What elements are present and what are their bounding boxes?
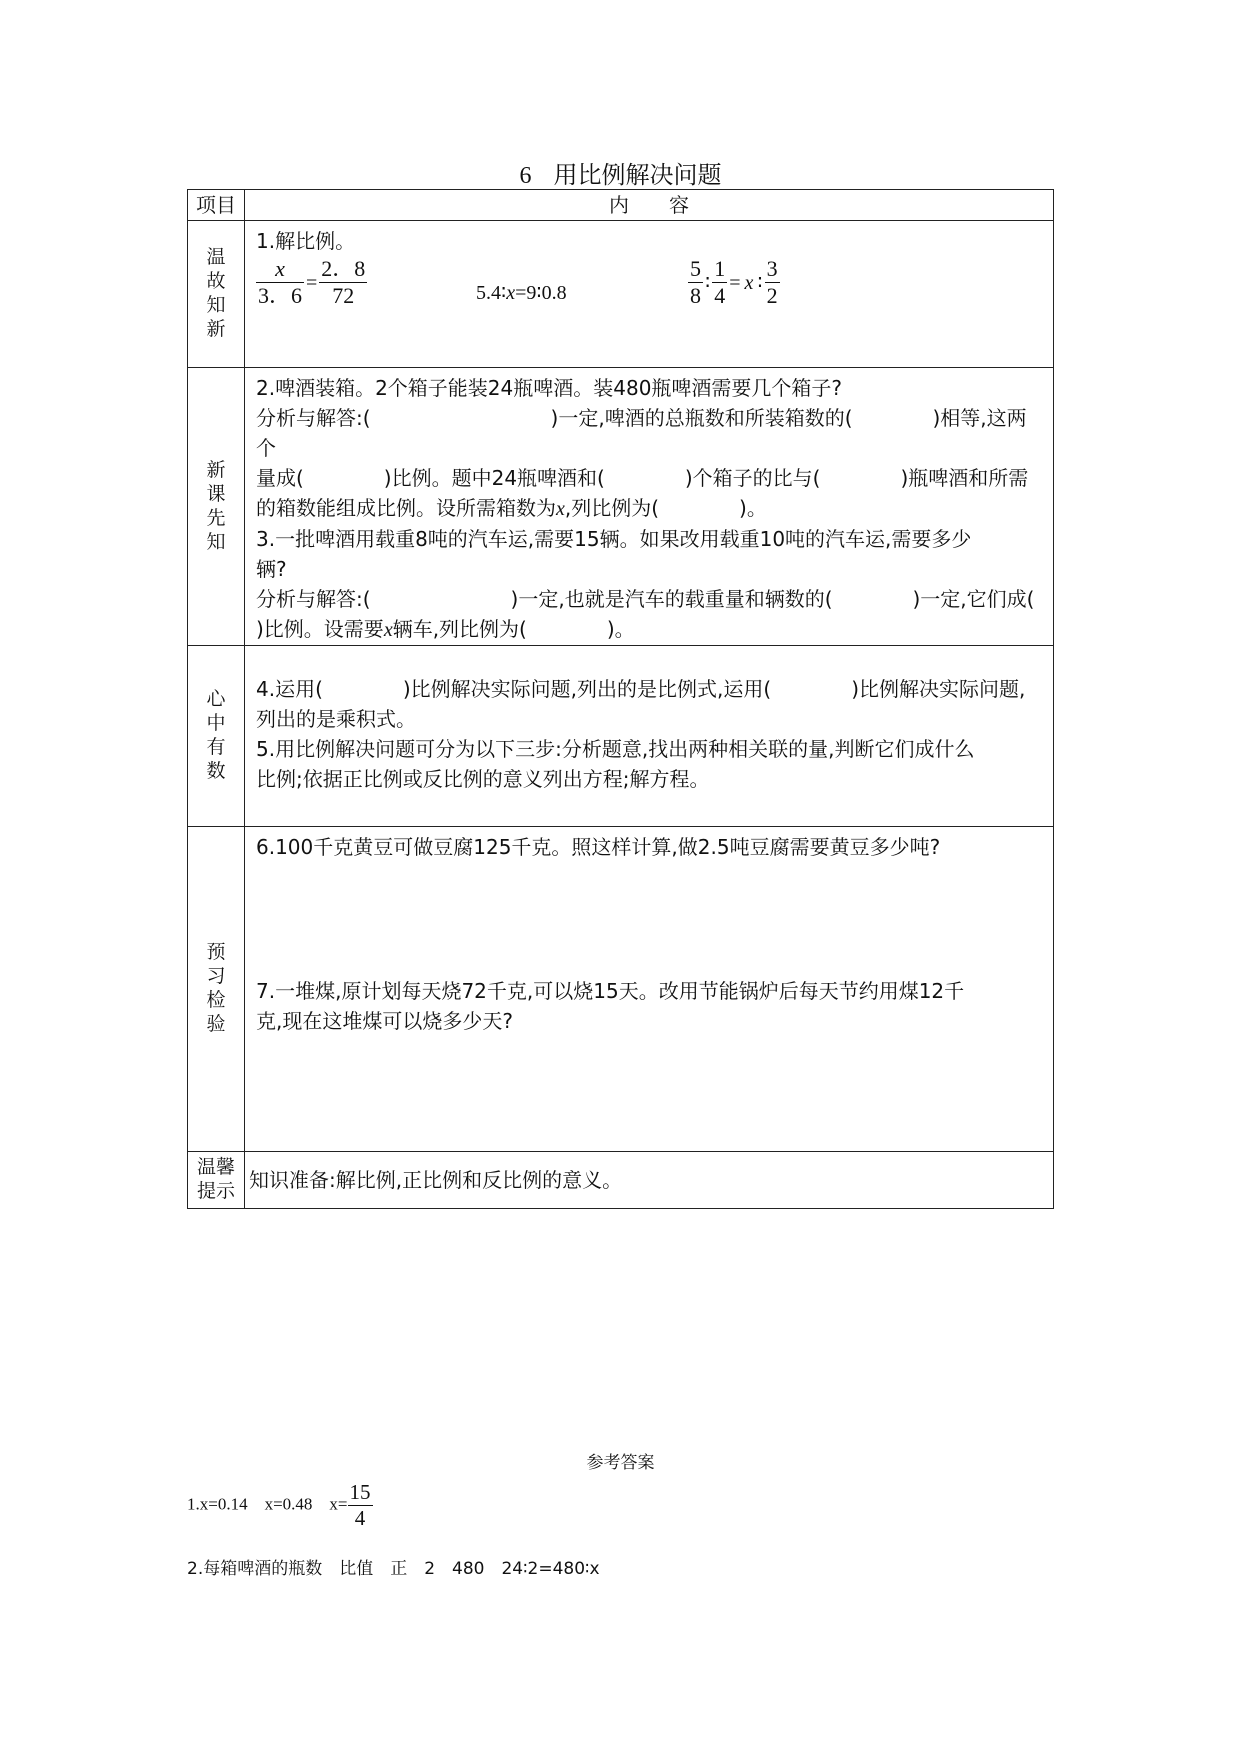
label-tips: 温馨提示 (196, 1156, 235, 1202)
question-5-line2: 比例;依据正比例或反比例的意义列出方程;解方程。 (256, 767, 710, 791)
answer-2: 2.每箱啤酒的瓶数 比值 正 2 480 24∶2=480∶x (187, 1559, 600, 1579)
title-text: 用比例解决问题 (553, 161, 722, 189)
row-mind (188, 646, 1054, 827)
worksheet-table (187, 189, 1054, 1209)
row-check (188, 827, 1054, 1152)
q3-analysis-2: )比例。设需要x辆车,列比例为( )。 (256, 617, 635, 641)
answer-1: 1.x=0.14 x=0.48 x= $\frac{15}{4}$ (187, 1480, 371, 1530)
label-mind: 心中有数 (206, 688, 226, 782)
label-check: 预习检验 (206, 941, 226, 1035)
label-new: 新课先知 (206, 458, 226, 553)
question-5-line1: 5.用比例解决问题可分为以下三步:分析题意,找出两种相关联的量,判断它们成什么 (256, 737, 975, 761)
question-2: 2.啤酒装箱。2个箱子能装24瓶啤酒。装480瓶啤酒需要几个箱子? (256, 376, 843, 400)
page-title (0, 155, 1241, 190)
header-item: 项目 (188, 190, 245, 221)
q2-analysis-3: 的箱数能组成比例。设所需箱数为x,列比例为( )。 (256, 496, 767, 520)
question-3-line2: 辆? (256, 557, 287, 581)
table-header-row (188, 190, 1054, 221)
row-new (188, 368, 1054, 646)
equation-1: $\frac{x}{3.6}$ = $\frac{2.8}{72}$ (258, 256, 366, 308)
label-review: 温故知新 (206, 246, 226, 340)
equation-3: $\frac{5}{8}$ ∶ $\frac{1}{4}$ = x ∶ $\frac{3}{2}$ (690, 256, 778, 308)
header-content: 内 容 (245, 190, 1054, 221)
q2-analysis-1: 分析与解答:( )一定,啤酒的总瓶数和所装箱数的( )相等,这两个 (256, 406, 1027, 460)
question-4-line1: 4.运用( )比例解决实际问题,列出的是比例式,运用( )比例解决实际问题, (256, 677, 1026, 701)
equations-row (256, 256, 1044, 324)
question-3-line1: 3.一批啤酒用载重8吨的汽车运,需要15辆。如果改用载重10吨的汽车运,需要多少 (256, 527, 972, 551)
row-tips (188, 1152, 1054, 1209)
question-1: 1.解比例。 (256, 229, 356, 253)
question-6: 6.100千克黄豆可做豆腐125千克。照这样计算,做2.5吨豆腐需要黄豆多少吨? (256, 835, 941, 859)
tips-text: 知识准备:解比例,正比例和反比例的意义。 (249, 1168, 623, 1192)
row-review (188, 221, 1054, 368)
question-4-line2: 列出的是乘积式。 (256, 707, 416, 731)
question-7-line2: 克,现在这堆煤可以烧多少天? (256, 1009, 513, 1033)
equation-2: 5.4∶x=9∶0.8 (476, 282, 567, 304)
q2-analysis-2: 量成( )比例。题中24瓶啤酒和( )个箱子的比与( )瓶啤酒和所需 (256, 466, 1029, 490)
answers-title: 参考答案 (586, 1453, 655, 1473)
title-number: 6 (519, 163, 532, 189)
q3-analysis-1: 分析与解答:( )一定,也就是汽车的载重量和辆数的( )一定,它们成( (256, 587, 1035, 611)
question-7-line1: 7.一堆煤,原计划每天烧72千克,可以烧15天。改用节能锅炉后每天节约用煤12千 (256, 979, 965, 1003)
